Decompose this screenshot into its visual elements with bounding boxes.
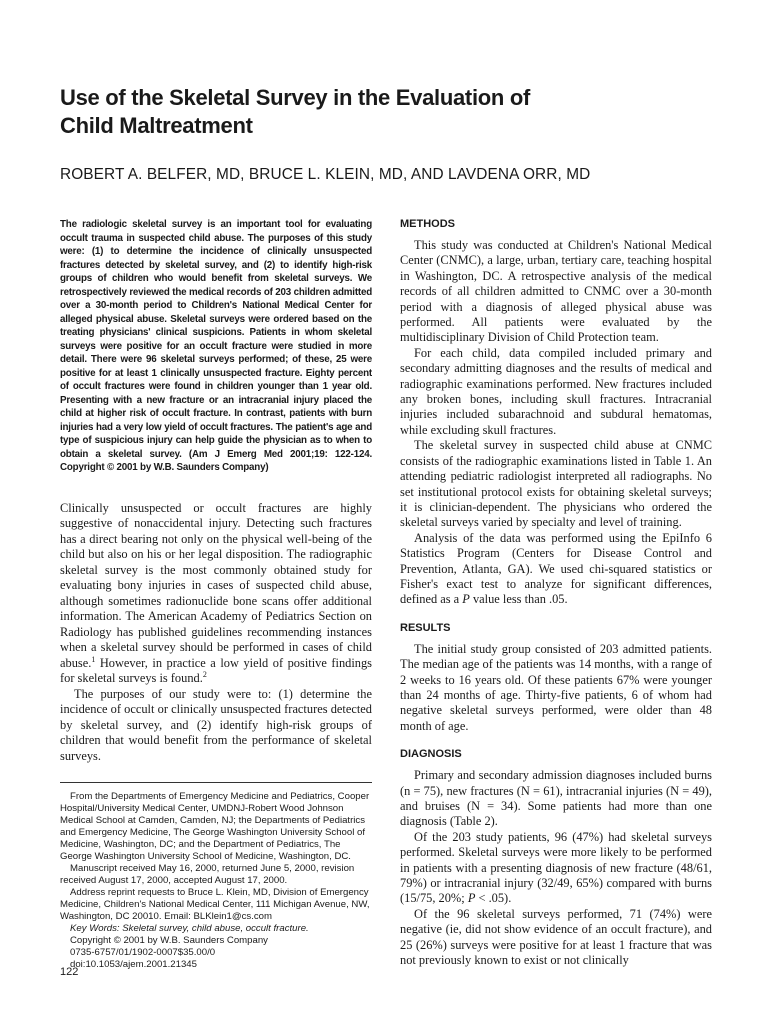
diagnosis-paragraph-1: Primary and secondary admission diagnoses included burns (n = 75), new fractures (N = 61), intracranial injuries (N = 49), and bruises (N = 34). Some patients had more than one diagnosis (Table 2). — [400, 768, 712, 829]
diagnosis-paragraph-3: Of the 96 skeletal surveys performed, 71 (74%) were negative (ie, did not show evidence of an occult fracture), and 25 (26%) surveys were positive for at least 1 fracture that was not previously known to exist or not clinically — [400, 906, 712, 968]
article-title — [60, 84, 680, 140]
reprint-address: Address reprint requests to Bruce L. Klein, MD, Division of Emergency Medicine, Children's National Medical Center, 111 Michigan Avenue, NW, Washington, DC 20010. Email: BLKlein1@cs.com — [60, 887, 370, 922]
doi-line: doi:10.1053/ajem.2001.21345 — [70, 959, 197, 970]
title-line-2: Child Maltreatment — [60, 113, 253, 138]
intro-p1-text-b: However, in practice a low yield of positive findings for skeletal surveys is found. — [60, 655, 372, 685]
right-column — [400, 218, 712, 982]
methods-paragraph-2: For each child, data compiled included primary and secondary admitting diagnoses and the results of medical and radiographic examinations performed. New fractures included any broken bones, including skull fractures. Intracranial injuries included subarachnoid and subdural hematomas, while excluding skull fractures. — [400, 345, 712, 437]
diagnosis-p2-text-b: < .05). — [475, 891, 512, 906]
intro-paragraph-2: The purposes of our study were to: (1) determine the incidence of occult or clinically unsuspected fractures detected by skeletal survey, and (2) identify high-risk groups of children that would benefit from the performance of skeletal surveys. — [60, 686, 372, 763]
page-number: 122 — [60, 966, 79, 978]
diagnosis-p2-text-a: Of the 203 study patients, 96 (47%) had skeletal surveys performed. Skeletal surveys were more likely to be performed in patients with a presenting diagnosis of new fracture (48/61, 79%) or intracranial injury (32/49, 65%) compared with burns (15/75, 20%; — [400, 829, 712, 906]
introduction — [60, 501, 372, 765]
footnotes — [60, 791, 372, 971]
keywords: Key Words: Skeletal survey, child abuse, occult fracture. — [70, 923, 309, 934]
abstract: The radiologic skeletal survey is an important tool for evaluating occult trauma in suspected child abuse. The purposes of this study were: (1) to determine the incidence of clinically unsuspected fractures detected by skeletal survey, and (2) to identify high-risk groups of children who would benefit from skeletal surveys. We retrospectively reviewed the medical records of 203 children admitted over a 30-month period to Children's National Medical Center for alleged physical abuse. Skeletal surveys were ordered based on the treating physicians' clinical suspicions. Patients in whom skeletal surveys were positive for an occult fracture were studied in more detail. There were 96 skeletal surveys performed; of these, 25 were positive for at least 1 clinically unsuspected fracture. Eighty percent of occult fractures were found in children younger than 1 year old. Presenting with a new fracture or an intracranial injury placed the child at higher risk of occult fracture. In contrast, patients with burn injuries had a very low yield of occult fractures. The patient's age and type of suspicious injury can help guide the physician as to when to obtain a skeletal survey. (Am J Emerg Med 2001;19: 122-124. Copyright © 2001 by W.B. Saunders Company) — [60, 219, 372, 473]
reference-1: 1 — [91, 654, 96, 664]
results-section — [400, 622, 712, 734]
methods-heading: METHODS — [400, 218, 455, 230]
p-value-symbol: P — [467, 891, 476, 906]
copyright-line: Copyright © 2001 by W.B. Saunders Company — [70, 935, 268, 946]
results-heading: RESULTS — [400, 621, 451, 634]
diagnosis-paragraph-2 — [400, 830, 712, 907]
p-value-symbol: P — [462, 592, 470, 607]
methods-p4-text-b: value less than .05. — [469, 592, 568, 607]
results-paragraph-1: The initial study group consisted of 203 admitted patients. The median age of the patients was 14 months, with a range of 2 weeks to 16 years old. Of these patients 67% were younger than 24 months of age. Thirty-five patients, 6 of whom had negative skeletal surveys performed, were older than 48 month of age. — [400, 641, 712, 733]
author-list: ROBERT A. BELFER, MD, BRUCE L. KLEIN, MD, AND LAVDENA ORR, MD — [60, 166, 591, 183]
methods-p4-text-a: Analysis of the data was performed using the EpiInfo 6 Statistics Program (Centers for Disease Control and Prevention, Atlanta, GA). We used chi-squared statistics or Fisher's exact test to analyze for significant differences, defined as a — [400, 530, 712, 607]
intro-paragraph-1 — [60, 501, 372, 687]
affiliation-note: From the Departments of Emergency Medicine and Pediatrics, Cooper Hospital/University Medical Center, UMDNJ-Robert Wood Johnson Medical School at Camden, Camden, NJ; the Departments of Pediatrics and Emergency Medicine, The George Washington University School of Medicine, Washington, DC; and the Department of Pediatrics, The George Washington University School of Medicine, Washington, DC. — [60, 791, 370, 862]
reference-2: 2 — [202, 669, 207, 679]
methods-paragraph-4 — [400, 531, 712, 608]
intro-p1-text-a: Clinically unsuspected or occult fractures are highly suggestive of nonaccidental injury. Detecting such fractures has a direct bearing not only on the physical well-being of the child but also on his or her legal disposition. The radiographic skeletal survey is the most commonly obtained study for evaluating bony injuries in cases of suspected child abuse, although sometimes radionuclide bone scans offer additional information. The American Academy of Pediatrics Section on Radiology has published guidelines recommending instances when a skeletal survey should be performed in cases of child abuse. — [60, 500, 372, 670]
methods-paragraph-1: This study was conducted at Children's National Medical Center (CNMC), a large, urban, tertiary care, teaching hospital in Washington, DC. A retrospective analysis of the medical records of all children admitted to CNMC over a 30-month period with a diagnosis of alleged physical abuse was performed. All patients were evaluated by the multidisciplinary Division of Child Protection team. — [400, 238, 712, 345]
methods-paragraph-3: The skeletal survey in suspected child abuse at CNMC consists of the radiographic examinations listed in Table 1. An attending pediatric radiologist interpreted all radiographs. No set institutional protocol exists for obtaining skeletal surveys; it is clinician-dependent. The physicians who ordered the skeletal surveys varied by specialty and level of training. — [400, 438, 712, 530]
issn-line: 0735-6757/01/1902-0007$35.00/0 — [70, 947, 216, 958]
title-line-1: Use of the Skeletal Survey in the Evaluation of — [60, 85, 531, 110]
diagnosis-heading: DIAGNOSIS — [400, 748, 462, 761]
diagnosis-section — [400, 748, 712, 968]
manuscript-dates: Manuscript received May 16, 2000, returned June 5, 2000, revision received August 17, 2000, accepted August 17, 2000. — [60, 863, 355, 886]
methods-section — [400, 218, 712, 608]
left-column — [60, 218, 372, 971]
footnote-divider — [60, 782, 372, 783]
